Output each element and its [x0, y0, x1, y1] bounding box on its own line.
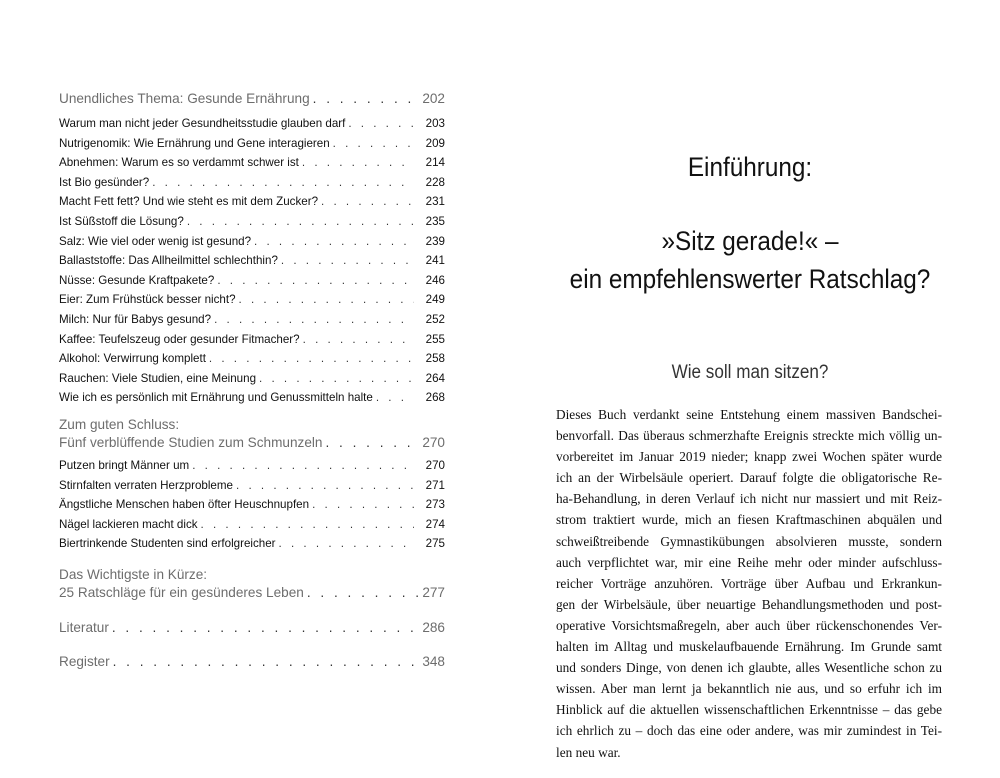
toc-entry-page: 241: [425, 254, 445, 268]
toc-leader-dots: [279, 534, 414, 554]
toc-leader-dots: [112, 619, 419, 637]
toc-leader-dots: [307, 584, 419, 602]
toc-entry-title: Kaffee: Teufelszeug oder gesunder Fitmacher?: [59, 332, 300, 346]
toc-entry: [59, 251, 445, 271]
toc-entry-page: 209: [425, 136, 445, 150]
body-line: Dieses Buch verdankt seine Entstehung einem massiven Bandschei-: [556, 407, 942, 422]
toc-leader-dots: [302, 153, 414, 173]
toc-entry-page: 275: [425, 537, 445, 551]
toc-entry-page: 228: [425, 175, 445, 189]
toc-entry: [59, 534, 445, 554]
toc-entry-page: 235: [425, 214, 445, 228]
toc-entry-title: Warum man nicht jeder Gesundheitsstudie glauben darf: [59, 117, 346, 130]
toc-entry: [59, 456, 445, 476]
toc-leader-dots: [281, 251, 414, 271]
chapter-title-line-2: ein empfehlenswerter Ratschlag?: [569, 264, 931, 294]
toc-entry-page: 249: [425, 293, 445, 307]
toc-section-title: Register: [59, 654, 110, 669]
toc-entry-title: Putzen bringt Männer um: [59, 459, 190, 472]
toc-section-heading: [59, 434, 445, 452]
toc-entry-page: 264: [425, 371, 445, 385]
toc-entry-title: Eier: Zum Frühstück besser nicht?: [59, 293, 236, 307]
toc-entry-page: 246: [425, 273, 445, 287]
toc-entry-title: Wie ich es persönlich mit Ernährung und Genussmitteln halte: [59, 391, 373, 405]
body-line: ha-Behandlung, in deren Verlauf ich nicht nur massiert und mit Reiz-: [556, 491, 942, 507]
toc-section-title: Literatur: [59, 620, 109, 635]
toc-entry-page: 270: [425, 459, 445, 472]
toc-entry-page: 273: [425, 498, 445, 512]
toc-section-title: Fünf verblüffende Studien zum Schmunzeln: [59, 435, 323, 450]
toc-entry-title: Macht Fett fett? Und wie steht es mit dem Zucker?: [59, 195, 319, 209]
toc-entry: [59, 369, 445, 389]
toc-section-5: [59, 653, 445, 671]
toc-entry: [59, 212, 445, 232]
toc-section-heading: [59, 90, 445, 108]
toc-entry-title: Ist Süßstoff die Lösung?: [59, 214, 184, 228]
toc-entry-title: Ängstliche Menschen haben öfter Heuschnupfen: [59, 498, 310, 512]
toc-entry: [59, 153, 445, 173]
toc-entry-title: Alkohol: Verwirrung komplett: [59, 352, 206, 366]
toc-section-3: [59, 566, 445, 602]
toc-section-4: [59, 619, 445, 637]
body-paragraph: [556, 404, 942, 763]
toc-section-2-items: [59, 456, 445, 554]
toc-entry-page: 255: [425, 332, 445, 346]
body-line: ich ehrlich zu – doch das eine oder andere, was mir zumindest in Tei-: [556, 723, 942, 739]
toc-entry-title: Ist Bio gesünder?: [59, 175, 150, 189]
body-line: operative Vorsichtsmaßregeln, aber auch über rückenschonendes Ver-: [556, 617, 942, 633]
toc-entry: [59, 476, 445, 496]
toc-entry-title: Ballaststoffe: Das Allheilmittel schlechthin?: [59, 254, 278, 268]
body-line: strom traktiert wurde, mich an fiesen Kraftmaschinen abquälen und: [556, 512, 942, 528]
toc-entry: [59, 290, 445, 310]
body-line: und sonders Dinge, von denen ich glaubte, alles Wesentliche schon zu: [556, 660, 942, 676]
toc-entry: [59, 495, 445, 515]
toc-leader-dots: [201, 515, 414, 535]
toc-section-kicker: Zum guten Schluss:: [59, 417, 180, 432]
toc-entry: [59, 330, 445, 350]
toc-entry-page: 268: [425, 391, 445, 405]
toc-section-heading: [59, 619, 445, 637]
toc-section-heading: [59, 653, 445, 671]
toc-section-heading: [59, 584, 445, 602]
toc-leader-dots: [348, 114, 414, 134]
toc-entry: [59, 114, 445, 134]
toc-entry: [59, 271, 445, 291]
toc-entry-page: 214: [425, 156, 445, 170]
body-line: halten im Alltag und muskelaufbauende Ernährung. Im Grunde samt: [556, 639, 942, 655]
toc-entry-title: Nägel lackieren macht dick: [59, 517, 198, 531]
toc-leader-dots: [303, 330, 414, 350]
toc-leader-dots: [192, 456, 414, 476]
toc-section-title: Unendliches Thema: Gesunde Ernährung: [59, 91, 310, 106]
toc-entry-title: Salz: Wie viel oder wenig ist gesund?: [59, 234, 252, 248]
toc-entry-page: 271: [425, 478, 445, 492]
chapter-label: Einführung:: [687, 152, 813, 182]
toc-leader-dots: [152, 173, 414, 193]
toc-leader-dots: [325, 434, 419, 452]
section-subheading: Wie soll man sitzen?: [671, 362, 829, 383]
toc-entry: [59, 232, 445, 252]
toc-leader-dots: [312, 495, 414, 515]
toc-page-number: 348: [422, 654, 445, 669]
toc-leader-dots: [254, 232, 414, 252]
body-line: Hinblick auf die aktuellen wissenschaftlichen Erkenntnisse – das gebe: [556, 702, 942, 718]
body-line: reicher Vorträge anzuhören. Vorträge über Aufbau und Erkrankun-: [556, 575, 942, 591]
toc-entry-title: Rauchen: Viele Studien, eine Meinung: [59, 371, 257, 385]
toc-entry: [59, 388, 445, 408]
toc-entry-page: 274: [425, 517, 445, 531]
body-line: schweißtreibende Gymnastikübungen absolvieren musste, sondern: [556, 533, 942, 549]
toc-leader-dots: [236, 476, 414, 496]
toc-entry: [59, 192, 445, 212]
toc-leader-dots: [259, 369, 414, 389]
toc-page-number: 202: [422, 91, 445, 106]
toc-entry: [59, 173, 445, 193]
toc-entry-title: Abnehmen: Warum es so verdammt schwer ist: [59, 156, 299, 170]
toc-entry-page: 252: [425, 312, 445, 326]
toc-section-1: [59, 90, 445, 108]
toc-entry: [59, 515, 445, 535]
body-line: benvorfall. Das überaus schmerzhafte Ereignis streckte mich völlig un-: [556, 428, 942, 444]
body-line: gen der Wirbelsäule, über neuartige Behandlungsmethoden und post-: [556, 596, 942, 612]
toc-entry-title: Nüsse: Gesunde Kraftpakete?: [59, 273, 215, 287]
toc-leader-dots: [321, 192, 414, 212]
toc-leader-dots: [187, 212, 414, 232]
toc-page-number: 270: [422, 435, 445, 450]
toc-section-kicker: Das Wichtigste in Kürze:: [59, 567, 208, 582]
toc-leader-dots: [113, 653, 420, 671]
toc-entry-title: Stirnfalten verraten Herzprobleme: [59, 478, 233, 492]
toc-leader-dots: [217, 271, 414, 291]
body-line: vorbereitet im Januar 2019 nieder; knapp zwei Wochen später wurde: [556, 449, 942, 465]
body-line: auch verpflichtet war, mir eine Reihe mehr oder minder aufschluss-: [556, 554, 942, 570]
body-line: ich an der Wirbelsäule operiert. Darauf folgte die obligatorische Re-: [556, 470, 942, 486]
toc-entry-page: 239: [425, 234, 445, 248]
toc-page-number: 277: [422, 585, 445, 600]
toc-entry-page: 231: [425, 195, 445, 209]
body-line: wissen. Aber man lernt ja bekanntlich nie aus, und so erfuhr ich im: [556, 681, 942, 697]
toc-leader-dots: [376, 388, 414, 408]
chapter-title-line-1: »Sitz gerade!« –: [661, 226, 839, 256]
toc-entry: [59, 134, 445, 154]
toc-entry-title: Milch: Nur für Babys gesund?: [59, 312, 212, 326]
toc-entry-page: 258: [425, 352, 445, 366]
toc-entry-title: Biertrinkende Studenten sind erfolgreicher: [59, 537, 276, 551]
toc-page-number: 286: [422, 620, 445, 635]
chapter-page: [500, 0, 1000, 778]
toc-section-2: [59, 416, 445, 452]
toc-leader-dots: [214, 310, 414, 330]
toc-entry-title: Nutrigenomik: Wie Ernährung und Gene interagieren: [59, 136, 330, 150]
toc-leader-dots: [313, 90, 420, 108]
toc-entry-page: 203: [425, 117, 445, 130]
toc-section-title: 25 Ratschläge für ein gesünderes Leben: [59, 585, 304, 600]
toc-entry: [59, 349, 445, 369]
body-line: len neu war.: [556, 744, 621, 760]
toc-leader-dots: [239, 290, 414, 310]
toc-entry: [59, 310, 445, 330]
toc-leader-dots: [209, 349, 414, 369]
toc-section-1-items: [59, 114, 445, 408]
toc-leader-dots: [333, 134, 414, 154]
